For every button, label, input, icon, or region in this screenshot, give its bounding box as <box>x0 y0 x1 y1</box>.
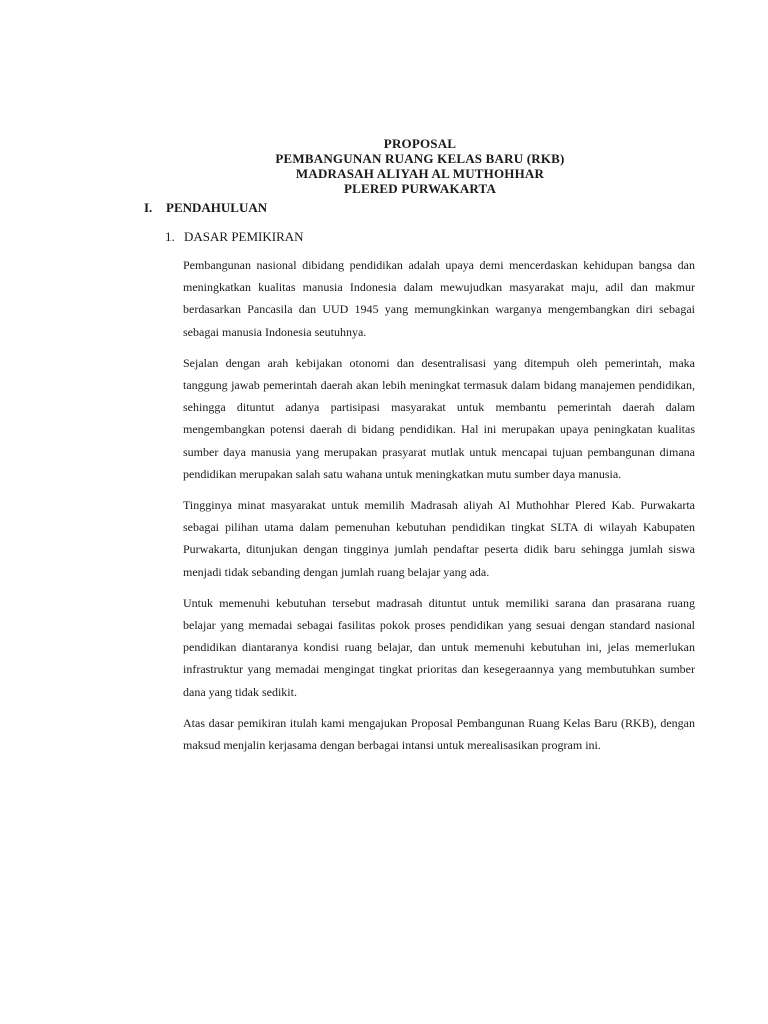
paragraph: Untuk memenuhi kebutuhan tersebut madrasah dituntut untuk memiliki sarana dan prasarana ruang belajar yang memadai sebagai fasilitas pokok proses pendidikan yang sesuai dengan standard nasional pendidikan diantaranya kondisi ruang belajar, dan untuk memenuhi kebutuhan ini, jelas memerlukan infrastruktur yang memadai mengingat tingkat prioritas dan kesegeraannya yang membutuhkan sumber dana yang tidak sedikit. <box>183 595 695 699</box>
title-line: PEMBANGUNAN RUANG KELAS BARU (RKB) <box>275 151 565 166</box>
paragraph: Sejalan dengan arah kebijakan otonomi dan desentralisasi yang ditempuh oleh pemerintah, maka tanggung jawab pemerintah daerah akan lebih meningkat termasuk dalam bidang manajemen pendidikan, sehingga dituntut adanya partisipasi masyarakat untuk membantu pemerintah daerah dalam mengembangkan potensi daerah di bidang pendidikan. Hal ini merupakan upaya peningkatan kualitas sumber daya manusia yang merupakan prasyarat mutlak untuk mencapai tujuan pembangunan dimana pendidikan merupakan salah satu wahana untuk meningkatkan mutu sumber daya manusia. <box>183 355 695 481</box>
title-line: PROPOSAL <box>383 136 457 151</box>
paragraph: Pembangunan nasional dibidang pendidikan adalah upaya demi mencerdaskan kehidupan bangsa dan meningkatkan kualitas manusia Indonesia dalam mewujudkan masyarakat maju, adil dan makmur berdasarkan Pancasila dan UUD 1945 yang memungkinkan warganya mengembangkan diri sebagai sebagai manusia Indonesia seutuhnya. <box>183 258 695 339</box>
paragraph: Tingginya minat masyarakat untuk memilih Madrasah aliyah Al Muthohhar Plered Kab. Purwakarta sebagai pilihan utama dalam pemenuhan kebutuhan pendidikan tingkat SLTA di wilayah Kabupaten Purwakarta, ditunjukan dengan tingginya jumlah pendaftar peserta didik baru sehingga jumlah siswa menjadi tidak sebanding dengan jumlah ruang belajar yang ada. <box>183 498 695 579</box>
title-line: PLERED PURWAKARTA <box>343 181 497 196</box>
body-text <box>183 254 695 765</box>
section-title: PENDAHULUAN <box>166 200 268 215</box>
subsection-title: DASAR PEMIKIRAN <box>184 229 304 244</box>
document-title <box>0 136 768 196</box>
section-number: I. <box>144 200 153 215</box>
title-line: MADRASAH ALIYAH AL MUTHOHHAR <box>295 166 545 181</box>
subsection-number: 1. <box>165 229 175 244</box>
subsection-heading <box>165 229 304 245</box>
section-heading <box>144 200 267 216</box>
paragraph: Atas dasar pemikiran itulah kami mengajukan Proposal Pembangunan Ruang Kelas Baru (RKB), dengan maksud menjalin kerjasama dengan berbagai intansi untuk merealisasikan program ini. <box>183 715 695 753</box>
